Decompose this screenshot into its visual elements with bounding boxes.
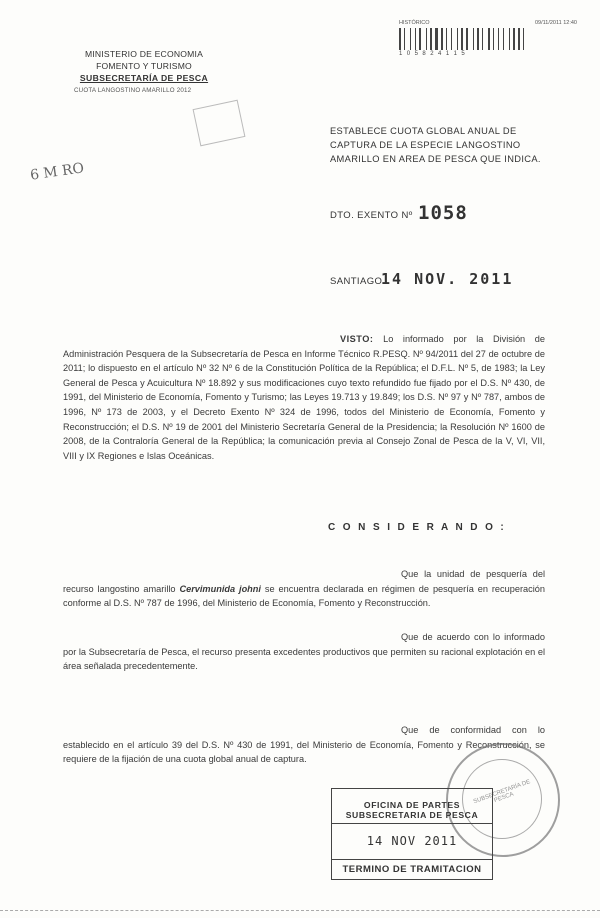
barcode-bar bbox=[444, 28, 445, 50]
visto-text: Lo informado por la División de Administración Pesquera de la Subsecretaría de Pesca en Informe Técnico R.PESQ. Nº 94/2011 del 27 de octubre de 2011; lo dispuesto en el artículo Nº 32 Nº 6 de la Constitución Política de la República; el D.F.L. Nº 5, de 1983; la Ley General de Pesca y Acuicultura Nº 18.892 y sus modificaciones cuyo texto refundido fue fijado por el D.S. Nº 430, de 1991, del Ministerio de Economía, Fomento y Turismo; las Leyes 19.713 y 19.849; los D.S. Nº 97 y Nº 787, ambos de 1996, Nº 173 de 2003, y el Decreto Exento Nº 324 de 1996, todos del Ministerio de Economía, Fomento y Reconstrucción; el D.S. Nº 19 de 2001 del Ministerio Secretaría General de la Presidencia; la Resolución Nº 1600 de 2008, de la Contraloría General de la República; la comunicación previa al Consejo Zonal de Pesca de la V, VI, VII, VIII y IX Regiones e Islas Oceánicas. bbox=[63, 334, 545, 461]
barcode-bar bbox=[518, 28, 520, 50]
barcode-bar bbox=[509, 28, 510, 50]
handwritten-note: 6 M RO bbox=[29, 160, 86, 184]
office-stamp-date: 14 NOV 2011 bbox=[366, 834, 458, 848]
barcode-bar bbox=[493, 28, 494, 50]
c1-text-b: se encuentra declarada en régimen de pesquería en recuperación conforme al D.S. Nº 787 de 1996, del Ministerio de Economía, Fomento y Reconstrucción. bbox=[63, 583, 545, 609]
barcode-bar bbox=[430, 28, 432, 50]
seal-text: SUBSECRETARÍA DE PESCA bbox=[472, 779, 532, 806]
decree-number: 1058 bbox=[418, 202, 468, 224]
barcode-bar bbox=[406, 28, 409, 50]
office-stamp bbox=[331, 788, 493, 880]
barcode-bar bbox=[446, 28, 447, 50]
barcode-bar bbox=[399, 28, 401, 50]
bottom-divider bbox=[0, 910, 600, 912]
barcode-bar bbox=[466, 28, 468, 50]
office-stamp-subtitle: SUBSECRETARIA DE PESCA bbox=[332, 810, 492, 824]
barcode-bar bbox=[410, 28, 411, 50]
considerando-paragraph-3: Que de conformidad con lo establecido en el artículo 39 del D.S. Nº 430 de 1991, del Ministerio de Economía, Fomento y Reconstrucción, se requiere de la fijación de una cuota global anual de captura. bbox=[63, 725, 545, 765]
barcode-bar bbox=[402, 28, 403, 50]
barcode-bar bbox=[448, 28, 450, 50]
barcode-label-right: 09/11/2011 12:40 bbox=[534, 20, 577, 26]
small-stamp bbox=[193, 100, 246, 147]
barcode-bar bbox=[453, 28, 456, 50]
barcode-bar bbox=[439, 28, 440, 50]
barcode-bar bbox=[475, 28, 476, 50]
barcode-number: 1 0 5 8 2 4 1 1 5 bbox=[399, 51, 467, 57]
barcode-bar bbox=[500, 28, 502, 50]
visto-paragraph bbox=[63, 332, 545, 463]
barcode-bar bbox=[412, 28, 414, 50]
ministry-header bbox=[74, 48, 214, 97]
barcode-bar bbox=[459, 28, 460, 50]
barcode-bar bbox=[417, 28, 418, 50]
barcode-bar bbox=[433, 28, 434, 50]
barcode-bar bbox=[404, 28, 405, 50]
barcode-bar bbox=[477, 28, 479, 50]
office-stamp-status: TERMINO DE TRAMITACION bbox=[332, 859, 492, 875]
subsecretaria-name: SUBSECRETARÍA DE PESCA bbox=[79, 73, 209, 83]
barcode-bar bbox=[523, 28, 524, 50]
barcode-label-left: HISTÓRICO bbox=[399, 20, 430, 26]
reference-line: CUOTA LANGOSTINO AMARILLO 2012 bbox=[74, 87, 192, 94]
barcode-bar bbox=[415, 28, 416, 50]
barcode-bar bbox=[516, 28, 517, 50]
barcode-bar bbox=[521, 28, 522, 50]
barcode-bar bbox=[435, 28, 438, 50]
barcode-bar bbox=[491, 28, 492, 50]
barcode-bar bbox=[428, 28, 429, 50]
barcode-bar bbox=[525, 28, 528, 50]
place-label: SANTIAGO bbox=[330, 276, 383, 287]
barcode-bar bbox=[441, 28, 443, 50]
ministry-name: MINISTERIO DE ECONOMIA bbox=[84, 49, 204, 59]
barcode-bar bbox=[511, 28, 512, 50]
barcode-bar bbox=[451, 28, 452, 50]
barcode-bar bbox=[498, 28, 499, 50]
barcode-bar bbox=[513, 28, 515, 50]
decree-date: 14 NOV. 2011 bbox=[381, 270, 514, 288]
barcode-bar bbox=[482, 28, 483, 50]
barcode-label bbox=[399, 20, 577, 66]
barcode-bar bbox=[469, 28, 472, 50]
considerando-paragraph-2: Que de acuerdo con lo informado por la Subsecretaría de Pesca, el recurso presenta excedentes productivos que permiten su racional explotación en el área señalada precedentemente. bbox=[63, 632, 545, 672]
decree-subject: ESTABLECE CUOTA GLOBAL ANUAL DE CAPTURA DE LA ESPECIE LANGOSTINO AMARILLO EN AREA DE PESCA QUE INDICA. bbox=[330, 126, 541, 164]
barcode-bar bbox=[473, 28, 474, 50]
visto-label: VISTO: bbox=[340, 334, 374, 344]
barcode-bar bbox=[505, 28, 508, 50]
barcode-bar bbox=[484, 28, 487, 50]
considerando-heading: C O N S I D E R A N D O : bbox=[328, 522, 507, 533]
c1-text-a: Que la unidad de pesquería del recurso langostino amarillo bbox=[63, 569, 545, 594]
barcode-bars bbox=[399, 28, 577, 50]
barcode-bar bbox=[419, 28, 421, 50]
barcode-bar bbox=[464, 28, 465, 50]
office-stamp-title: OFICINA DE PARTES bbox=[363, 800, 461, 810]
barcode-bar bbox=[461, 28, 463, 50]
barcode-bar bbox=[495, 28, 497, 50]
species-name: Cervimunida johni bbox=[179, 583, 261, 594]
barcode-bar bbox=[480, 28, 481, 50]
decree-label: DTO. EXENTO Nº bbox=[330, 210, 413, 221]
ministry-subtitle: FOMENTO Y TURISMO bbox=[96, 61, 192, 71]
barcode-bar bbox=[422, 28, 425, 50]
considerando-paragraph-1 bbox=[63, 567, 545, 611]
barcode-bar bbox=[503, 28, 504, 50]
barcode-bar bbox=[426, 28, 427, 50]
barcode-bar bbox=[488, 28, 490, 50]
barcode-bar bbox=[457, 28, 458, 50]
